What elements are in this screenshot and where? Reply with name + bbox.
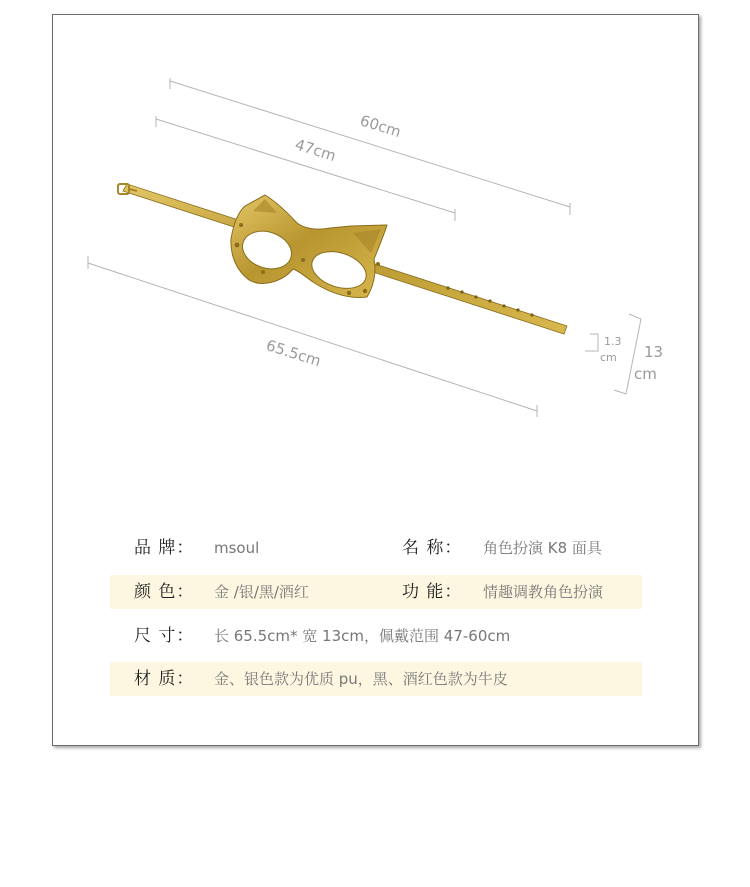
dimension-60cm-label: 60cm [357, 111, 404, 142]
spec-row-material [110, 662, 642, 696]
color-value: 金 /银/黑/酒红 [214, 583, 309, 601]
cat-mask [231, 195, 387, 297]
function-label: 功 能： [402, 582, 463, 602]
spec-row-color-function [110, 575, 642, 609]
spec-row-brand-name [110, 531, 642, 565]
color-label: 颜 色： [134, 582, 195, 602]
dimension-65-5cm-label: 65.5cm [263, 336, 324, 371]
strap-width-bracket [585, 334, 598, 351]
brand-label: 品 牌： [134, 538, 195, 558]
dimension-47cm [156, 116, 455, 221]
strap-width-unit: cm [600, 351, 617, 364]
height-unit: cm [634, 365, 657, 383]
spec-row-size [110, 619, 642, 653]
height-value: 13 [644, 343, 664, 361]
product-card [52, 14, 699, 746]
product-illustration [53, 15, 698, 455]
name-label: 名 称： [402, 538, 463, 558]
strap-width-value: 1.3 [604, 335, 622, 348]
material-label: 材 质： [134, 669, 195, 689]
function-value: 情趣调教角色扮演 [483, 583, 604, 601]
material-value: 金、银色款为优质 pu，黑、酒红色款为牛皮 [214, 670, 508, 688]
size-value: 长 65.5cm* 宽 13cm，佩戴范围 47-60cm [214, 627, 511, 645]
size-label: 尺 寸： [134, 626, 195, 646]
name-value: 角色扮演 K8 面具 [483, 539, 602, 557]
brand-value: msoul [214, 539, 260, 557]
dimension-47cm-label: 47cm [292, 135, 339, 166]
dimension-60cm [170, 78, 570, 215]
